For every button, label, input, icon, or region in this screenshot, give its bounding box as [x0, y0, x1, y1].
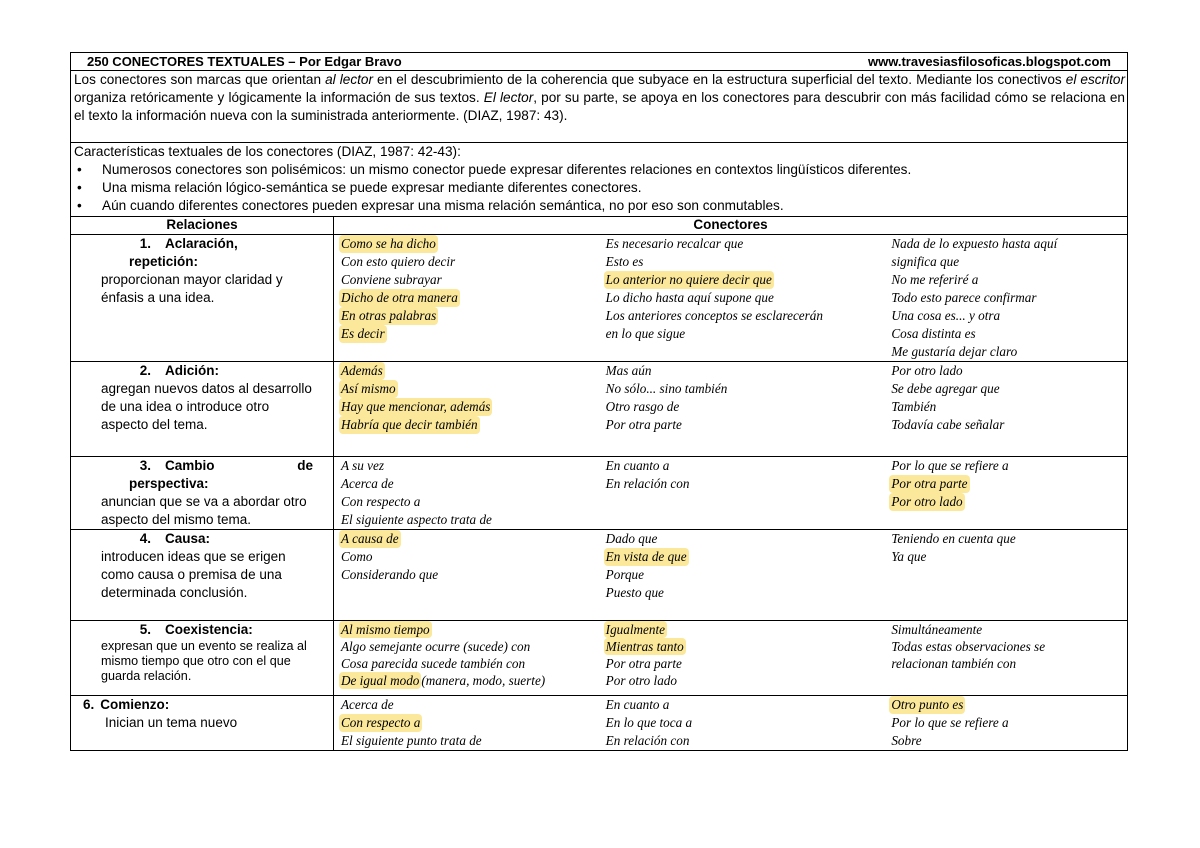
connector-column	[887, 530, 1127, 602]
connector-text: Por otro lado	[605, 673, 677, 688]
connector-text: El siguiente aspecto trata de	[341, 512, 492, 527]
connector-item	[339, 530, 600, 548]
connector-text: Acerca de	[341, 697, 394, 712]
relation-description: expresan que un evento se realiza al mismo tiempo que otro con el que guarda relación.	[101, 639, 307, 683]
connector-text: Cosa distinta es	[891, 326, 976, 341]
connector-item	[339, 672, 600, 689]
connector-column	[887, 457, 1127, 529]
features-list	[74, 161, 1125, 215]
relation-row	[71, 362, 1127, 457]
connector-text: En cuanto a	[605, 697, 670, 712]
connector-highlighted: A causa de	[341, 531, 399, 546]
connector-text: Se debe agregar que	[891, 381, 1000, 396]
connector-item	[604, 362, 888, 380]
connector-highlighted: Igualmente	[605, 622, 665, 637]
relation-description: agregan nuevos datos al desarrollo de una idea o introduce otro aspecto del tema.	[101, 381, 312, 432]
connector-text: Considerando que	[341, 567, 439, 582]
connector-text: Simultáneamente	[891, 622, 983, 637]
connector-text: Conviene subrayar	[341, 272, 442, 287]
connector-column	[334, 530, 600, 602]
features-section	[71, 143, 1127, 217]
connector-item	[889, 548, 1127, 566]
connector-text: También	[891, 399, 937, 414]
connector-item	[604, 307, 888, 325]
connector-item	[604, 253, 888, 271]
connector-item	[889, 235, 1127, 253]
connector-item	[889, 362, 1127, 380]
connector-text: (manera, modo, suerte)	[421, 673, 546, 688]
connectors-cell	[334, 530, 1128, 621]
document-header	[71, 53, 1127, 71]
connector-item	[889, 638, 1127, 655]
connector-item	[604, 638, 888, 655]
connector-item	[604, 457, 888, 475]
connector-text: Por otro lado	[891, 363, 963, 378]
connector-item	[339, 398, 600, 416]
connector-highlighted: Además	[341, 363, 383, 378]
connector-text: En lo que toca a	[605, 715, 693, 730]
relation-number: 3.	[139, 458, 151, 473]
website-link[interactable]: www.travesiasfilosoficas.blogspot.com	[868, 54, 1111, 69]
relation-cell	[71, 530, 334, 621]
connector-highlighted: Lo anterior no quiere decir que	[605, 272, 772, 287]
relation-title-text: Adición:	[165, 363, 219, 378]
connector-item	[339, 416, 600, 434]
relation-title-text: Coexistencia:	[165, 622, 253, 637]
connector-text: A su vez	[341, 458, 384, 473]
connector-item	[889, 380, 1127, 398]
header-relaciones: Relaciones	[71, 217, 334, 235]
connector-item	[889, 732, 1127, 750]
connectors-cell	[334, 621, 1128, 696]
connectors-cell	[334, 457, 1128, 530]
connector-item	[339, 475, 600, 493]
connector-text: Acerca de	[341, 476, 394, 491]
connector-item	[889, 289, 1127, 307]
feature-bullet: • Numerosos conectores son polisémicos: un mismo conector puede expresar diferentes relaciones en contextos lingüísticos diferentes.	[74, 161, 1125, 179]
connector-text: El siguiente punto trata de	[341, 733, 482, 748]
connector-item	[889, 655, 1127, 672]
connector-item	[339, 655, 600, 672]
connector-item	[604, 530, 888, 548]
connector-highlighted: Con respecto a	[341, 715, 421, 730]
relation-title-text: perspectiva:	[129, 476, 209, 491]
connector-item	[339, 696, 600, 714]
relation-cell	[71, 621, 334, 696]
connector-text: Me gustaría dejar claro	[891, 344, 1018, 359]
connector-item	[339, 362, 600, 380]
connector-column	[600, 530, 888, 602]
document-sheet	[70, 52, 1128, 751]
connector-highlighted: Dicho de otra manera	[341, 290, 458, 305]
connector-item	[889, 457, 1127, 475]
connector-text: En cuanto a	[605, 458, 670, 473]
relation-number: 6.	[83, 697, 95, 712]
intro-em-2: el escritor	[1065, 72, 1125, 87]
connector-item	[339, 621, 600, 638]
relation-cell	[71, 362, 334, 457]
relation-title-text: Comienzo:	[100, 697, 170, 712]
intro-em-3: El lector	[483, 90, 534, 105]
connector-column	[600, 696, 888, 750]
connector-column	[334, 235, 600, 361]
connector-text: Como	[341, 549, 373, 564]
relation-title-text: repetición:	[129, 254, 199, 269]
connector-text: Por lo que se refiere a	[891, 458, 1009, 473]
connector-item	[889, 416, 1127, 434]
connector-highlighted: Es decir	[341, 326, 385, 341]
feature-bullet: • Una misma relación lógico-semántica se puede expresar mediante diferentes conectores.	[74, 179, 1125, 197]
connector-item	[889, 253, 1127, 271]
feature-bullet: • Aún cuando diferentes conectores pueden expresar una misma relación semántica, no por eso son conmutables.	[74, 197, 1125, 215]
connector-item	[339, 457, 600, 475]
connector-text: Es necesario recalcar que	[605, 236, 744, 251]
connector-column	[334, 696, 600, 750]
connector-highlighted: Mientras tanto	[605, 639, 684, 654]
connector-item	[339, 271, 600, 289]
connector-highlighted: En otras palabras	[341, 308, 437, 323]
connector-item	[889, 343, 1127, 361]
header-conectores: Conectores	[334, 217, 1128, 235]
connector-text: Cosa parecida sucede también con	[341, 656, 526, 671]
connector-item	[889, 714, 1127, 732]
connector-text: Con esto quiero decir	[341, 254, 456, 269]
connector-item	[604, 655, 888, 672]
connector-highlighted: Hay que mencionar, además	[341, 399, 491, 414]
connector-column	[334, 362, 600, 434]
connector-text: Esto es	[605, 254, 644, 269]
relation-title-text: de	[297, 458, 313, 473]
connector-text: Sobre	[891, 733, 922, 748]
connector-column	[887, 696, 1127, 750]
connector-item	[604, 548, 888, 566]
connector-item	[604, 380, 888, 398]
intro-text-3: organiza retóricamente y lógicamente la información de sus textos.	[74, 90, 484, 105]
connector-column	[600, 362, 888, 434]
connector-text: Por otra parte	[605, 417, 682, 432]
connector-highlighted: Otro punto es	[891, 697, 964, 712]
connector-text: Por otra parte	[605, 656, 682, 671]
connector-item	[339, 732, 600, 750]
intro-text-1: Los conectores son marcas que orientan	[74, 72, 326, 87]
connector-item	[889, 398, 1127, 416]
connector-item	[339, 289, 600, 307]
connector-text: Mas aún	[605, 363, 652, 378]
connector-item	[604, 732, 888, 750]
connector-highlighted: Al mismo tiempo	[341, 622, 430, 637]
connector-highlighted: En vista de que	[605, 549, 687, 564]
relation-row	[71, 530, 1127, 621]
relation-description: proporcionan mayor claridad y énfasis a una idea.	[101, 272, 283, 305]
connector-column	[600, 457, 888, 529]
connector-item	[604, 696, 888, 714]
connector-text: Otro rasgo de	[605, 399, 680, 414]
intro-text-2: en el descubrimiento de la coherencia que subyace en la estructura superficial del texto. Mediante los conectivos	[372, 72, 1066, 87]
relation-row	[71, 696, 1127, 751]
connector-text: Porque	[605, 567, 645, 582]
relation-title	[101, 457, 313, 475]
connector-text: Los anteriores conceptos se esclarecerán	[605, 308, 823, 323]
connector-item	[604, 672, 888, 689]
connector-text: Nada de lo expuesto hasta aquí	[891, 236, 1058, 251]
intro-paragraph	[71, 71, 1127, 143]
connector-item	[339, 511, 600, 529]
relation-title	[101, 530, 313, 548]
relation-title	[101, 235, 313, 253]
relation-cell	[71, 457, 334, 530]
connector-highlighted: Como se ha dicho	[341, 236, 436, 251]
connector-item	[339, 325, 600, 343]
intro-em-1: al lector	[325, 72, 373, 87]
connector-highlighted: Por otra parte	[891, 476, 968, 491]
relation-cell	[71, 235, 334, 362]
connector-column	[600, 235, 888, 361]
connector-item	[604, 289, 888, 307]
connector-text: Ya que	[891, 549, 927, 564]
connector-item	[889, 325, 1127, 343]
connector-highlighted: De igual modo	[341, 673, 420, 688]
connector-item	[604, 325, 888, 343]
intro-text-4: , por su parte, se apoya en los conectores para descubrir con más facilidad cómo se relaciona en el texto la información nueva con la suministrada anteriormente. (DIAZ, 1987: 43).	[74, 90, 1125, 123]
relation-title	[101, 362, 313, 380]
relation-title	[101, 621, 313, 639]
connector-text: Algo semejante ocurre (sucede) con	[341, 639, 531, 654]
connector-highlighted: Así mismo	[341, 381, 396, 396]
relation-number: 4.	[139, 531, 151, 546]
connector-text: Lo dicho hasta aquí supone que	[605, 290, 774, 305]
connector-item	[604, 584, 888, 602]
connector-item	[339, 253, 600, 271]
connector-highlighted: Por otro lado	[891, 494, 963, 509]
relation-row	[71, 621, 1127, 696]
connector-column	[334, 457, 600, 529]
relation-title	[83, 696, 313, 714]
connector-item	[604, 416, 888, 434]
connector-column	[887, 235, 1127, 361]
connector-text: Todas estas observaciones se	[891, 639, 1046, 654]
connector-item	[604, 621, 888, 638]
connector-item	[889, 475, 1127, 493]
document-title: 250 CONECTORES TEXTUALES – Por Edgar Bravo	[87, 54, 402, 69]
connector-item	[339, 714, 600, 732]
connector-item	[889, 493, 1127, 511]
connector-text: Una cosa es... y otra	[891, 308, 1001, 323]
connector-text: En relación con	[605, 476, 690, 491]
connector-item	[604, 714, 888, 732]
connector-item	[604, 235, 888, 253]
connector-item	[889, 621, 1127, 638]
relation-cell	[71, 696, 334, 751]
connector-text: No sólo... sino también	[605, 381, 728, 396]
connector-text: Puesto que	[605, 585, 664, 600]
relation-number: 2.	[139, 363, 151, 378]
connector-text: en lo que sigue	[605, 326, 686, 341]
connector-text: relacionan también con	[891, 656, 1017, 671]
connector-text: Dado que	[605, 531, 658, 546]
connector-item	[889, 530, 1127, 548]
connector-column	[887, 362, 1127, 434]
connector-text: En relación con	[605, 733, 690, 748]
connector-item	[604, 475, 888, 493]
connector-item	[604, 398, 888, 416]
relation-number: 1.	[139, 236, 151, 251]
connector-text: Todo esto parece confirmar	[891, 290, 1037, 305]
connector-item	[889, 696, 1127, 714]
connector-column	[600, 621, 888, 689]
connectors-cell	[334, 696, 1128, 751]
relation-row	[71, 457, 1127, 530]
connector-column	[334, 621, 600, 689]
connectors-table	[71, 217, 1127, 750]
connector-text: significa que	[891, 254, 960, 269]
connector-item	[339, 566, 600, 584]
connector-item	[889, 271, 1127, 289]
relation-title-text: Causa:	[165, 531, 211, 546]
connector-item	[339, 548, 600, 566]
relation-description: anuncian que se va a abordar otro aspecto del mismo tema.	[101, 494, 307, 527]
connector-text: No me referiré a	[891, 272, 979, 287]
connector-item	[339, 235, 600, 253]
connector-item	[889, 307, 1127, 325]
connector-text: Teniendo en cuenta que	[891, 531, 1016, 546]
connectors-cell	[334, 235, 1128, 362]
connector-column	[887, 621, 1127, 689]
connector-item	[339, 638, 600, 655]
connector-text: Por lo que se refiere a	[891, 715, 1009, 730]
connectors-table-wrap	[71, 217, 1127, 750]
connector-item	[339, 380, 600, 398]
connectors-cell	[334, 362, 1128, 457]
features-heading: Características textuales de los conectores (DIAZ, 1987: 42-43):	[74, 144, 461, 159]
relation-title-text: Aclaración,	[165, 236, 238, 251]
connector-item	[339, 307, 600, 325]
relation-description: introducen ideas que se erigen como causa o premisa de una determinada conclusión.	[101, 549, 286, 600]
connector-item	[604, 271, 888, 289]
relation-title-text: Cambio	[165, 458, 215, 473]
connector-item	[604, 566, 888, 584]
connector-highlighted: Habría que decir también	[341, 417, 478, 432]
relation-description: Inician un tema nuevo	[105, 715, 238, 730]
relation-row	[71, 235, 1127, 362]
connector-text: Con respecto a	[341, 494, 421, 509]
connector-item	[339, 493, 600, 511]
connector-text: Todavía cabe señalar	[891, 417, 1005, 432]
relation-number: 5.	[139, 622, 151, 637]
